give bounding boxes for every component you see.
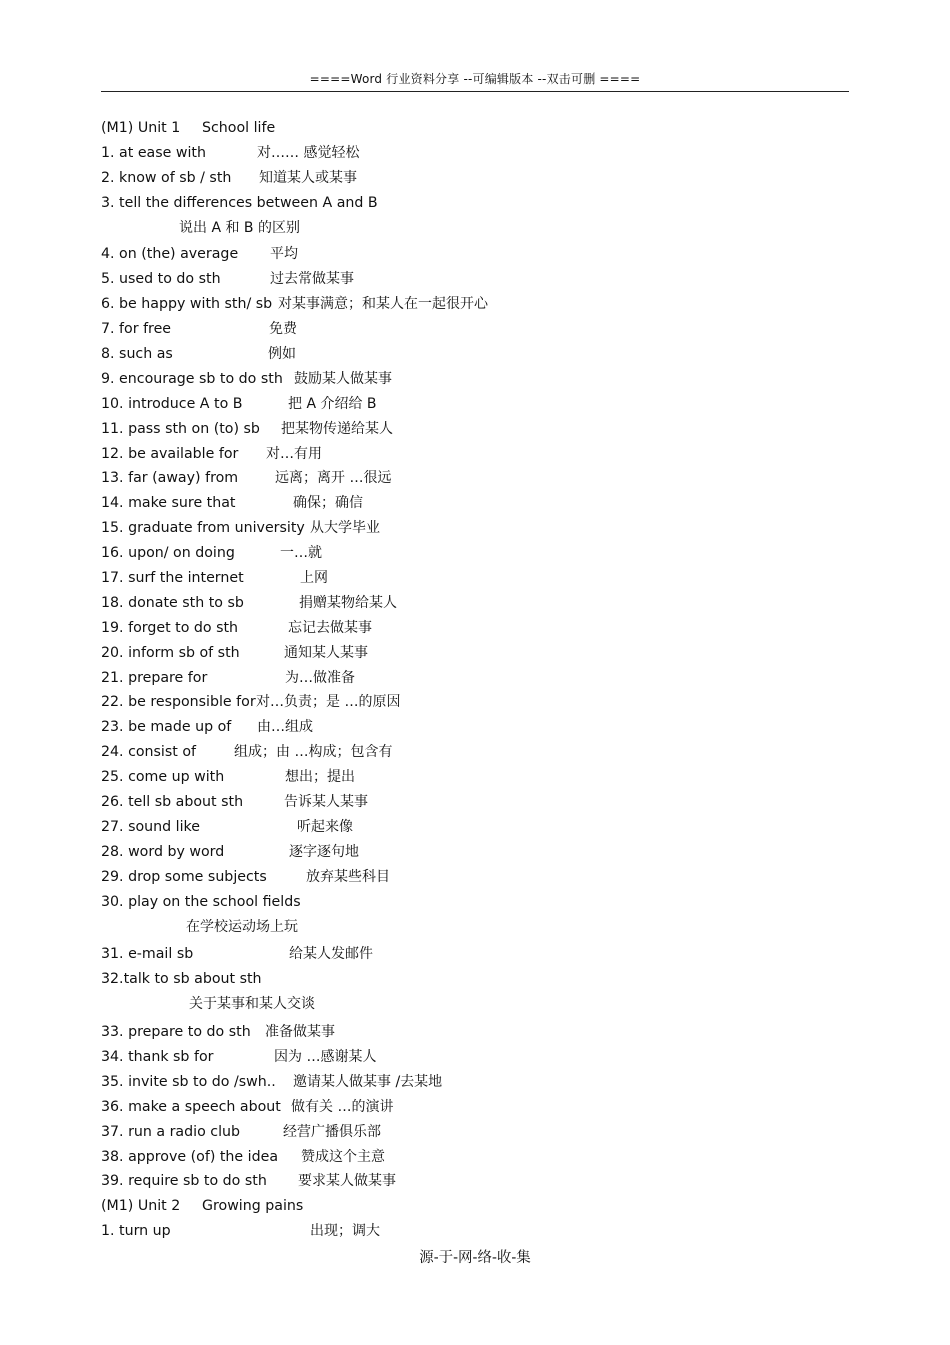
phrase: 4. on (the) average: [101, 246, 239, 263]
unit-label: (M1) Unit 2: [101, 1198, 181, 1215]
header-divider: [101, 91, 849, 92]
phrase: 18. donate sth to sb: [101, 594, 244, 611]
phrase: 23. be made up of: [101, 719, 232, 736]
list-item: [101, 666, 849, 691]
list-item-continuation: [101, 992, 849, 1017]
list-item: [101, 1120, 849, 1145]
phrase: 27. sound like: [101, 818, 200, 835]
translation: 想出；提出: [285, 769, 355, 786]
list-item: [101, 516, 849, 541]
translation: 放弃某些科目: [306, 868, 390, 885]
list-item: [101, 1145, 849, 1170]
list-item: [101, 141, 849, 166]
list-item: [101, 242, 849, 267]
phrase: 28. word by word: [101, 843, 225, 860]
phrase: 3. tell the differences between A and B: [101, 194, 378, 211]
translation: 经营广播俱乐部: [283, 1123, 381, 1140]
translation: 对某事满意；和某人在一起很开心: [278, 296, 488, 313]
list-item: [101, 1020, 849, 1045]
phrase: 1. turn up: [101, 1223, 171, 1240]
vocabulary-list: [101, 116, 849, 1244]
phrase: 26. tell sb about sth: [101, 794, 244, 811]
phrase: 31. e-mail sb: [101, 946, 194, 963]
list-item: [101, 442, 849, 467]
list-item: [101, 1219, 849, 1244]
phrase: 16. upon/ on doing: [101, 545, 235, 562]
unit-heading: [101, 1194, 849, 1219]
list-item: [101, 1095, 849, 1120]
list-item: [101, 815, 849, 840]
list-item: [101, 641, 849, 666]
translation: 上网: [300, 570, 328, 587]
translation: 因为 …感谢某人: [274, 1048, 377, 1065]
translation: 对…有用: [266, 445, 322, 462]
list-item: [101, 292, 849, 317]
list-item: [101, 566, 849, 591]
translation: 给某人发邮件: [289, 946, 373, 963]
phrase: 22. be responsible for: [101, 694, 256, 711]
translation: 组成；由 …构成；包含有: [234, 744, 393, 761]
list-item: [101, 715, 849, 740]
translation: 捐赠某物给某人: [299, 594, 397, 611]
translation: 平均: [270, 246, 298, 263]
translation: 要求某人做某事: [298, 1173, 396, 1190]
translation: 把 A 介绍给 B: [288, 395, 377, 412]
translation: 赞成这个主意: [301, 1148, 385, 1165]
list-item: [101, 591, 849, 616]
phrase: 39. require sb to do sth: [101, 1173, 267, 1190]
phrase: 10. introduce A to B: [101, 395, 243, 412]
list-item: [101, 840, 849, 865]
list-item: [101, 342, 849, 367]
phrase: 13. far (away) from: [101, 470, 239, 487]
translation: 关于某事和某人交谈: [189, 996, 315, 1013]
phrase: 5. used to do sth: [101, 271, 221, 288]
translation: 通知某人某事: [284, 644, 368, 661]
list-item: [101, 267, 849, 292]
list-item: [101, 491, 849, 516]
phrase: 12. be available for: [101, 445, 239, 462]
list-item: [101, 392, 849, 417]
phrase: 7. for free: [101, 321, 172, 338]
phrase: 14. make sure that: [101, 495, 236, 512]
phrase: 20. inform sb of sth: [101, 644, 240, 661]
translation: 听起来像: [297, 818, 353, 835]
phrase: 37. run a radio club: [101, 1123, 241, 1140]
translation: 过去常做某事: [270, 271, 354, 288]
list-item: [101, 541, 849, 566]
phrase: 33. prepare to do sth: [101, 1024, 251, 1041]
list-item-continuation: [101, 216, 849, 241]
list-item: [101, 166, 849, 191]
list-item: [101, 942, 849, 967]
phrase: 19. forget to do sth: [101, 619, 239, 636]
list-item: [101, 191, 849, 216]
phrase: 25. come up with: [101, 769, 225, 786]
translation: 对…… 感觉轻松: [257, 144, 360, 161]
translation: 一…就: [280, 545, 322, 562]
translation: 对…负责；是 …的原因: [256, 694, 401, 711]
phrase: 30. play on the school fields: [101, 893, 301, 910]
page-header: ====Word 行业资料分享 --可编辑版本 --双击可删 ====: [309, 72, 641, 86]
phrase: 2. know of sb / sth: [101, 169, 232, 186]
translation: 例如: [268, 346, 296, 363]
list-item: [101, 466, 849, 491]
translation: 鼓励某人做某事: [294, 370, 392, 387]
translation: 由…组成: [257, 719, 313, 736]
list-item: [101, 865, 849, 890]
phrase: 38. approve (of) the idea: [101, 1148, 279, 1165]
translation: 为…做准备: [285, 669, 355, 686]
translation: 确保；确信: [293, 495, 363, 512]
unit-heading: [101, 116, 849, 141]
list-item: [101, 1045, 849, 1070]
translation: 说出 A 和 B 的区别: [179, 219, 300, 236]
unit-label: (M1) Unit 1: [101, 120, 181, 136]
phrase: 35. invite sb to do /swh..: [101, 1073, 276, 1090]
phrase: 34. thank sb for: [101, 1048, 214, 1065]
translation: 把某物传递给某人: [281, 420, 393, 437]
list-item: [101, 765, 849, 790]
translation: 做有关 …的演讲: [291, 1098, 394, 1115]
list-item: [101, 890, 849, 915]
phrase: 29. drop some subjects: [101, 868, 267, 885]
list-item: [101, 1070, 849, 1095]
list-item: [101, 317, 849, 342]
translation: 从大学毕业: [310, 520, 380, 537]
phrase: 8. such as: [101, 346, 173, 363]
list-item: [101, 417, 849, 442]
translation: 邀请某人做某事 /去某地: [293, 1073, 443, 1090]
list-item: [101, 790, 849, 815]
list-item-continuation: [101, 915, 849, 940]
translation: 准备做某事: [265, 1024, 335, 1041]
translation: 出现；调大: [310, 1223, 380, 1240]
unit-title: School life: [202, 120, 276, 136]
translation: 忘记去做某事: [288, 619, 372, 636]
page-footer: 源-于-网-络-收-集: [419, 1250, 531, 1266]
phrase: 15. graduate from university: [101, 520, 305, 537]
translation: 免费: [269, 321, 297, 338]
phrase: 1. at ease with: [101, 144, 206, 161]
list-item: [101, 740, 849, 765]
list-item: [101, 616, 849, 641]
phrase: 24. consist of: [101, 744, 197, 761]
translation: 在学校运动场上玩: [186, 918, 298, 935]
phrase: 32.talk to sb about sth: [101, 971, 262, 988]
phrase: 36. make a speech about: [101, 1098, 281, 1115]
translation: 逐字逐句地: [289, 843, 359, 860]
translation: 知道某人或某事: [259, 169, 357, 186]
list-item: [101, 690, 849, 715]
phrase: 6. be happy with sth/ sb: [101, 296, 273, 313]
list-item: [101, 367, 849, 392]
phrase: 17. surf the internet: [101, 570, 244, 587]
phrase: 11. pass sth on (to) sb: [101, 420, 260, 437]
list-item: [101, 1169, 849, 1194]
translation: 远离；离开 …很远: [275, 470, 392, 487]
list-item: [101, 967, 849, 992]
phrase: 21. prepare for: [101, 669, 208, 686]
phrase: 9. encourage sb to do sth: [101, 370, 283, 387]
translation: 告诉某人某事: [284, 794, 368, 811]
unit-title: Growing pains: [202, 1198, 304, 1215]
